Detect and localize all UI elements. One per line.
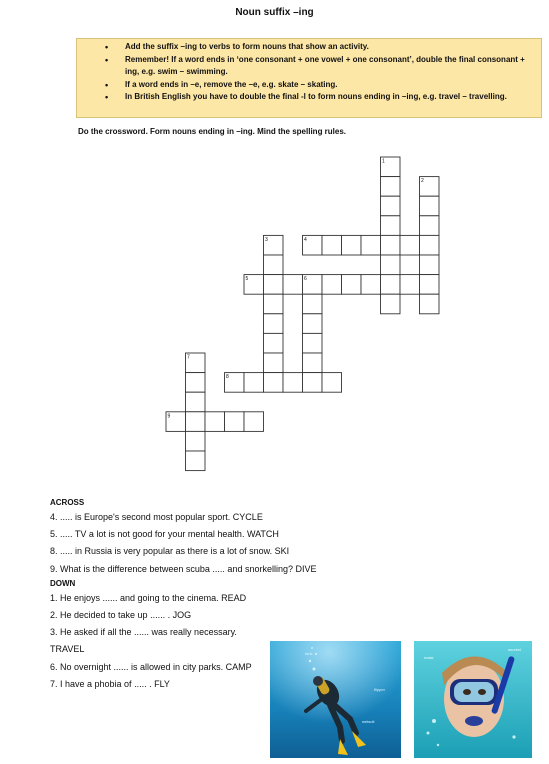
crossword-cell[interactable] — [361, 235, 381, 255]
crossword-cell[interactable] — [264, 294, 284, 314]
crossword-cell[interactable] — [244, 373, 264, 393]
crossword-cell[interactable] — [420, 255, 440, 275]
crossword-cell[interactable] — [303, 373, 323, 393]
across-clue-9: 9. What is the difference between scuba ..... and snorkelling? DIVE — [50, 563, 317, 574]
crossword-number-7: 7 — [187, 354, 190, 361]
crossword-number-3: 3 — [265, 236, 268, 243]
crossword-cell[interactable] — [342, 275, 362, 295]
crossword-number-6: 6 — [304, 276, 307, 283]
crossword-cell[interactable] — [400, 275, 420, 295]
crossword-cell[interactable] — [283, 373, 303, 393]
crossword-cell[interactable] — [303, 314, 323, 334]
down-clue-6: 6. No overnight ...... is allowed in city parks. CAMP — [50, 661, 252, 672]
instruction: Do the crossword. Form nouns ending in –ing. Mind the spelling rules. — [78, 127, 347, 136]
crossword-cell[interactable] — [381, 255, 401, 275]
crossword-cell[interactable] — [381, 196, 401, 216]
across-clue-4: 4. ..... is Europe's second most popular sport. CYCLE — [50, 512, 263, 522]
crossword-cell[interactable] — [400, 235, 420, 255]
down-clue-2: 2. He decided to take up ...... . JOG — [50, 610, 192, 621]
crossword-cell[interactable] — [322, 373, 342, 393]
crossword-cell[interactable] — [322, 275, 342, 295]
crossword-cell[interactable] — [322, 235, 342, 255]
crossword-cell[interactable] — [420, 235, 440, 255]
snorkeller-photo — [414, 641, 532, 758]
crossword-number-1: 1 — [382, 158, 385, 165]
crossword-number-2: 2 — [421, 178, 424, 185]
across-clue-8: 8. ..... in Russia is very popular as there is a lot of snow. SKI — [50, 546, 290, 557]
crossword-cell[interactable] — [303, 333, 323, 353]
crossword-cell[interactable] — [264, 275, 284, 295]
crossword-cell[interactable] — [186, 412, 206, 432]
crossword-cell[interactable] — [342, 235, 362, 255]
crossword-cell[interactable] — [381, 216, 401, 236]
crossword-cell[interactable] — [264, 255, 284, 275]
crossword-cell[interactable] — [186, 373, 206, 393]
crossword-cell[interactable] — [264, 373, 284, 393]
crossword-cell[interactable] — [205, 412, 225, 432]
crossword-cell[interactable] — [381, 275, 401, 295]
rule-item: • Remember! If a word ends in ‘one consonant + one vowel + one consonant’, double the final consonant + ing, e.g. swim – swimming. — [125, 54, 535, 79]
crossword-cell[interactable] — [381, 294, 401, 314]
across-clue-5: 5. ..... TV a lot is not good for your mental health. WATCH — [50, 529, 279, 540]
rule-item: • In British English you have to double the final -l to form nouns ending in –ing, e.g. travel – travelling. — [125, 91, 535, 104]
down-heading: DOWN — [50, 578, 76, 588]
crossword-cell[interactable] — [420, 275, 440, 295]
crossword-cell[interactable] — [420, 196, 440, 216]
crossword-cell[interactable] — [186, 392, 206, 412]
crossword-cell[interactable] — [264, 333, 284, 353]
crossword-cell[interactable] — [303, 294, 323, 314]
crossword-cell[interactable] — [244, 412, 264, 432]
crossword-number-4: 4 — [304, 236, 307, 243]
page-title: Noun suffix –ing — [235, 7, 314, 18]
crossword-cell[interactable] — [264, 314, 284, 334]
crossword-number-9: 9 — [167, 413, 171, 420]
crossword-cell[interactable] — [225, 412, 245, 432]
crossword-cell[interactable] — [186, 431, 206, 451]
flipper-label: flipper — [374, 687, 385, 692]
down-clue-1: 1. He enjoys ...... and going to the cinema. READ — [50, 592, 247, 603]
crossword-cell[interactable] — [303, 353, 323, 373]
rule-item: • Add the suffix –ing to verbs to form nouns that show an activity. — [125, 41, 535, 54]
down-clue-3: 3. He asked if all the ...... was really necessary. TRAVEL — [50, 627, 237, 655]
crossword-cell[interactable] — [420, 216, 440, 236]
rule-item: • If a word ends in –e, remove the –e, e.g. skate – skating. — [125, 79, 535, 92]
down-clue-7: 7. I have a phobia of ..... . FLY — [50, 678, 170, 689]
crossword-cell[interactable] — [381, 235, 401, 255]
scuba-diver-photo — [270, 641, 401, 758]
snorkel-label: snorkel — [508, 647, 521, 652]
tank-label: tank — [305, 651, 313, 656]
crossword-cell[interactable] — [381, 177, 401, 197]
crossword-cell[interactable] — [283, 275, 303, 295]
mask-label: mask — [424, 655, 434, 660]
crossword-cell[interactable] — [264, 353, 284, 373]
across-heading: ACROSS — [50, 498, 85, 507]
crossword-number-5: 5 — [245, 276, 249, 283]
crossword-cell[interactable] — [186, 451, 206, 471]
crossword-number-8: 8 — [226, 374, 229, 381]
wetsuit-label: wetsuit — [362, 719, 375, 724]
crossword-cell[interactable] — [361, 275, 381, 295]
crossword-cell[interactable] — [420, 294, 440, 314]
